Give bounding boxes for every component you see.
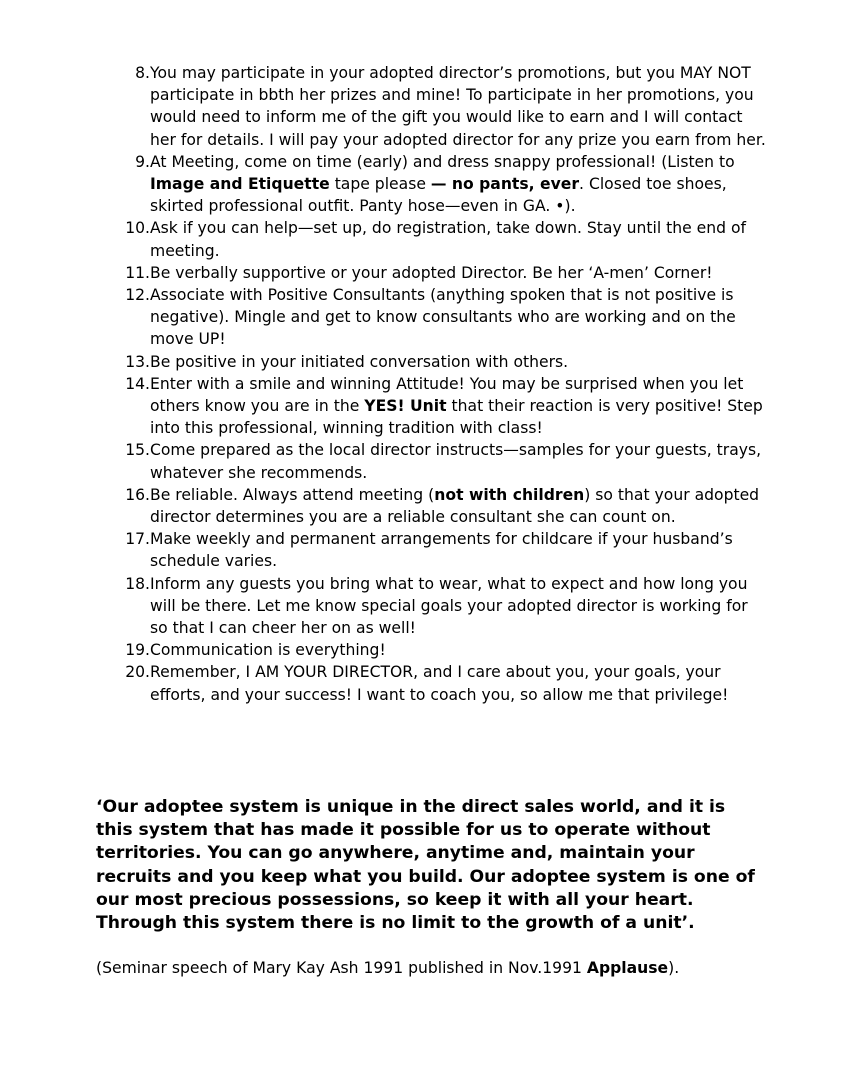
item-text: Remember, I AM YOUR DIRECTOR, and I care about you, your goals, your efforts, and your success! I want to coach you, so allow me that privilege! [150, 663, 729, 704]
item-number: 8. [135, 64, 150, 82]
item-text: Enter with a smile and winning Attitude! You may be surprised when you let others know you are in the YES! Unit that their reaction is very positive! Step into this professional, winning tradition with class! [150, 374, 763, 438]
item-text: Inform any guests you bring what to wear, what to expect and how long you will be there. Let me know special goals your adopted director is working for so that I can cheer her on as well! [150, 574, 748, 638]
list-item [118, 484, 768, 528]
item-number: 16. [125, 485, 150, 504]
item-number: 18. [125, 574, 150, 593]
list-item [118, 528, 768, 572]
quote-paragraph: ‘Our adoptee system is unique in the direct sales world, and it is this system that has made it possible for us to operate without territories. You can go anywhere, anytime and, maintain your recruits and you keep what you build. Our adoptee system is one of our most precious possessions, so keep it with all your heart. Through this system there is no limit to the growth of a unit’. [96, 797, 755, 934]
item-text: Ask if you can help—set up, do registration, take down. Stay until the end of meeting. [150, 219, 747, 260]
item-text: Be reliable. Always attend meeting (not with children) so that your adopted director determines you are a reliable consultant she can count on. [150, 485, 760, 527]
item-number: 9. [135, 152, 150, 171]
item-number: 20. [125, 663, 150, 682]
item-number: 17. [125, 530, 150, 549]
item-number: 19. [125, 641, 150, 660]
item-text: Be verbally supportive or your adopted Director. Be her ‘A-men’ Corner! [150, 263, 713, 282]
list-item [118, 661, 768, 705]
list-item [118, 439, 768, 483]
item-number: 14. [125, 374, 150, 393]
item-text: Make weekly and permanent arrangements for childcare if your husband’s schedule varies. [150, 530, 733, 571]
item-text: Associate with Positive Consultants (anything spoken that is not positive is negative). Mingle and get to know consultants who are working and on the move UP! [150, 286, 736, 349]
item-text: Be positive in your initiated conversation with others. [150, 352, 569, 371]
item-number: 10. [125, 219, 150, 238]
item-number: 13. [125, 352, 150, 371]
list-item [118, 373, 768, 440]
numbered-list [118, 62, 768, 706]
list-item [118, 351, 768, 373]
item-text: Come prepared as the local director instructs—samples for your guests, trays, whatever she recommends. [150, 441, 762, 482]
list-item [118, 639, 768, 661]
list-item [118, 262, 768, 284]
citation: (Seminar speech of Mary Kay Ash 1991 published in Nov.1991 Applause). [96, 959, 680, 977]
list-item [118, 284, 768, 351]
citation-source: Applause [586, 959, 669, 977]
item-number: 11. [125, 263, 150, 282]
list-item [118, 573, 768, 640]
item-text: Communication is everything! [150, 641, 386, 660]
item-text: At Meeting, come on time (early) and dress snappy professional! (Listen to Image and Etiquette tape please — no pants, ever. Closed toe shoes, skirted professional outfit. Panty hose—even in GA. •). [150, 152, 735, 216]
list-item [118, 151, 768, 218]
item-text: You may participate in your adopted director’s promotions, but you MAY NOT participate in bbth her prizes and mine! To participate in her promotions, you would need to inform me of the gift you would like to earn and I will contact her for details. I will pay your adopted director for any prize you earn from her. [150, 64, 766, 149]
item-number: 15. [125, 441, 150, 460]
item-number: 12. [125, 286, 150, 305]
list-item [118, 62, 768, 151]
list-item [118, 217, 768, 261]
